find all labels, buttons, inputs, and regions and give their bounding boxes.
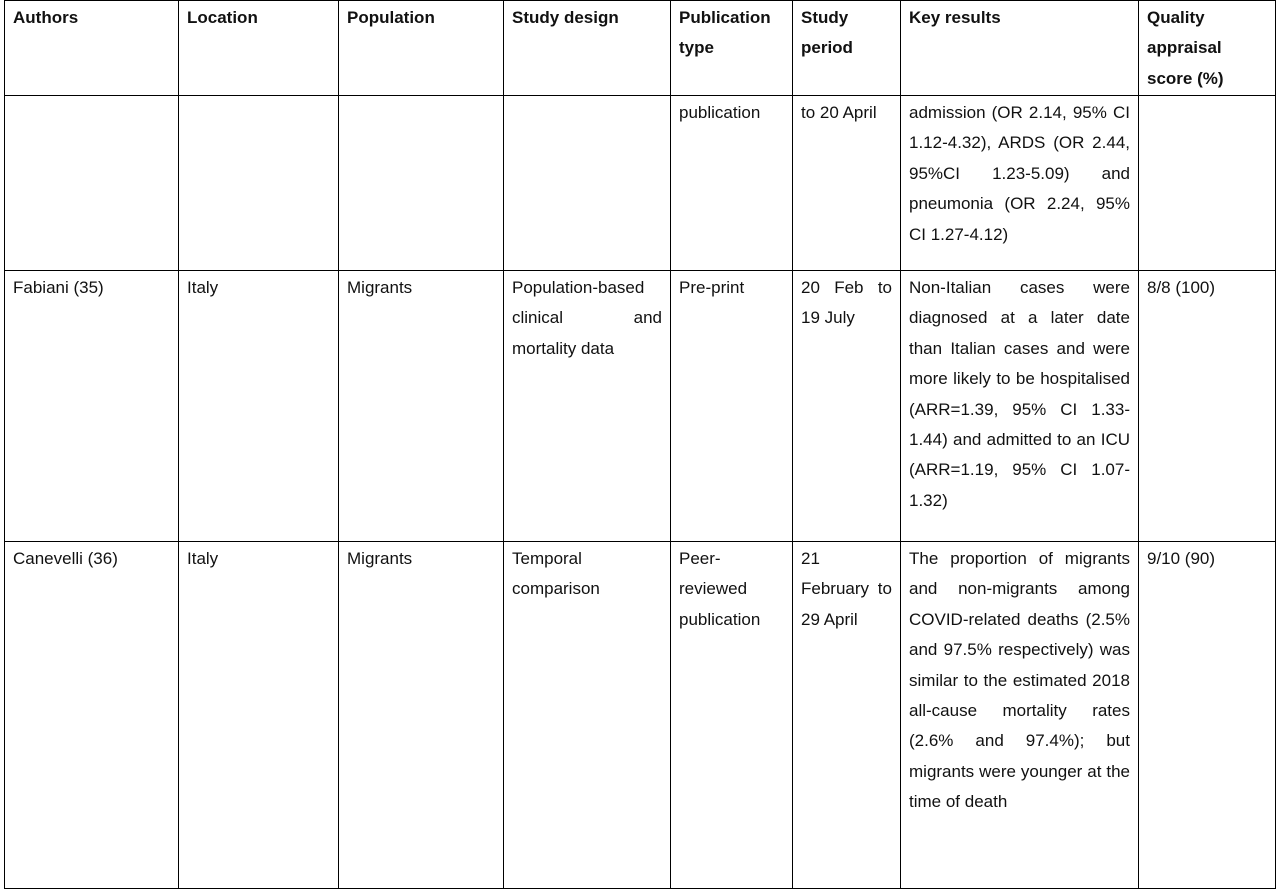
header-study-design: Study design xyxy=(504,1,671,96)
cell-key-results: Non-Italian cases were diagnosed at a later date than Italian cases and were more likely to be hospitalised (ARR=1.39, 95% CI 1.33-1.44) and admitted to an ICU (ARR=1.19, 95% CI 1.07-1.32) xyxy=(901,271,1139,542)
cell-authors: Canevelli (36) xyxy=(5,542,179,889)
cell-population: Migrants xyxy=(339,271,504,542)
cell-key-results: admission (OR 2.14, 95% CI 1.12-4.32), ARDS (OR 2.44, 95%CI 1.23-5.09) and pneumonia (OR 2.24, 95% CI 1.27-4.12) xyxy=(901,96,1139,271)
cell-study-design: Population-based clinical and mortality data xyxy=(504,271,671,542)
cell-authors: Fabiani (35) xyxy=(5,271,179,542)
cell-study-period: 20 Feb to 19 July xyxy=(793,271,901,542)
header-study-period: Study period xyxy=(793,1,901,96)
header-quality-score: Quality appraisal score (%) xyxy=(1139,1,1276,96)
cell-quality-score: 9/10 (90) xyxy=(1139,542,1276,889)
table-header-row xyxy=(5,1,1276,96)
table-row xyxy=(5,96,1276,271)
cell-key-results: The proportion of migrants and non-migrants among COVID-related deaths (2.5% and 97.5% respectively) was similar to the estimated 2018 all-cause mortality rates (2.6% and 97.4%); but migrants were younger at the time of death xyxy=(901,542,1139,889)
cell-location: Italy xyxy=(179,542,339,889)
table-row xyxy=(5,271,1276,542)
cell-study-period: to 20 April xyxy=(793,96,901,271)
cell-publication-type: Peer-reviewed publication xyxy=(671,542,793,889)
header-key-results: Key results xyxy=(901,1,1139,96)
cell-authors xyxy=(5,96,179,271)
header-authors: Authors xyxy=(5,1,179,96)
cell-study-design xyxy=(504,96,671,271)
cell-study-design: Temporal comparison xyxy=(504,542,671,889)
cell-study-period: 21 February to 29 April xyxy=(793,542,901,889)
cell-quality-score: 8/8 (100) xyxy=(1139,271,1276,542)
table-row xyxy=(5,542,1276,889)
cell-location xyxy=(179,96,339,271)
cell-population xyxy=(339,96,504,271)
header-publication-type: Publication type xyxy=(671,1,793,96)
header-population: Population xyxy=(339,1,504,96)
cell-location: Italy xyxy=(179,271,339,542)
header-location: Location xyxy=(179,1,339,96)
cell-publication-type: Pre-print xyxy=(671,271,793,542)
cell-population: Migrants xyxy=(339,542,504,889)
studies-table xyxy=(4,0,1276,889)
cell-publication-type: publication xyxy=(671,96,793,271)
cell-quality-score xyxy=(1139,96,1276,271)
